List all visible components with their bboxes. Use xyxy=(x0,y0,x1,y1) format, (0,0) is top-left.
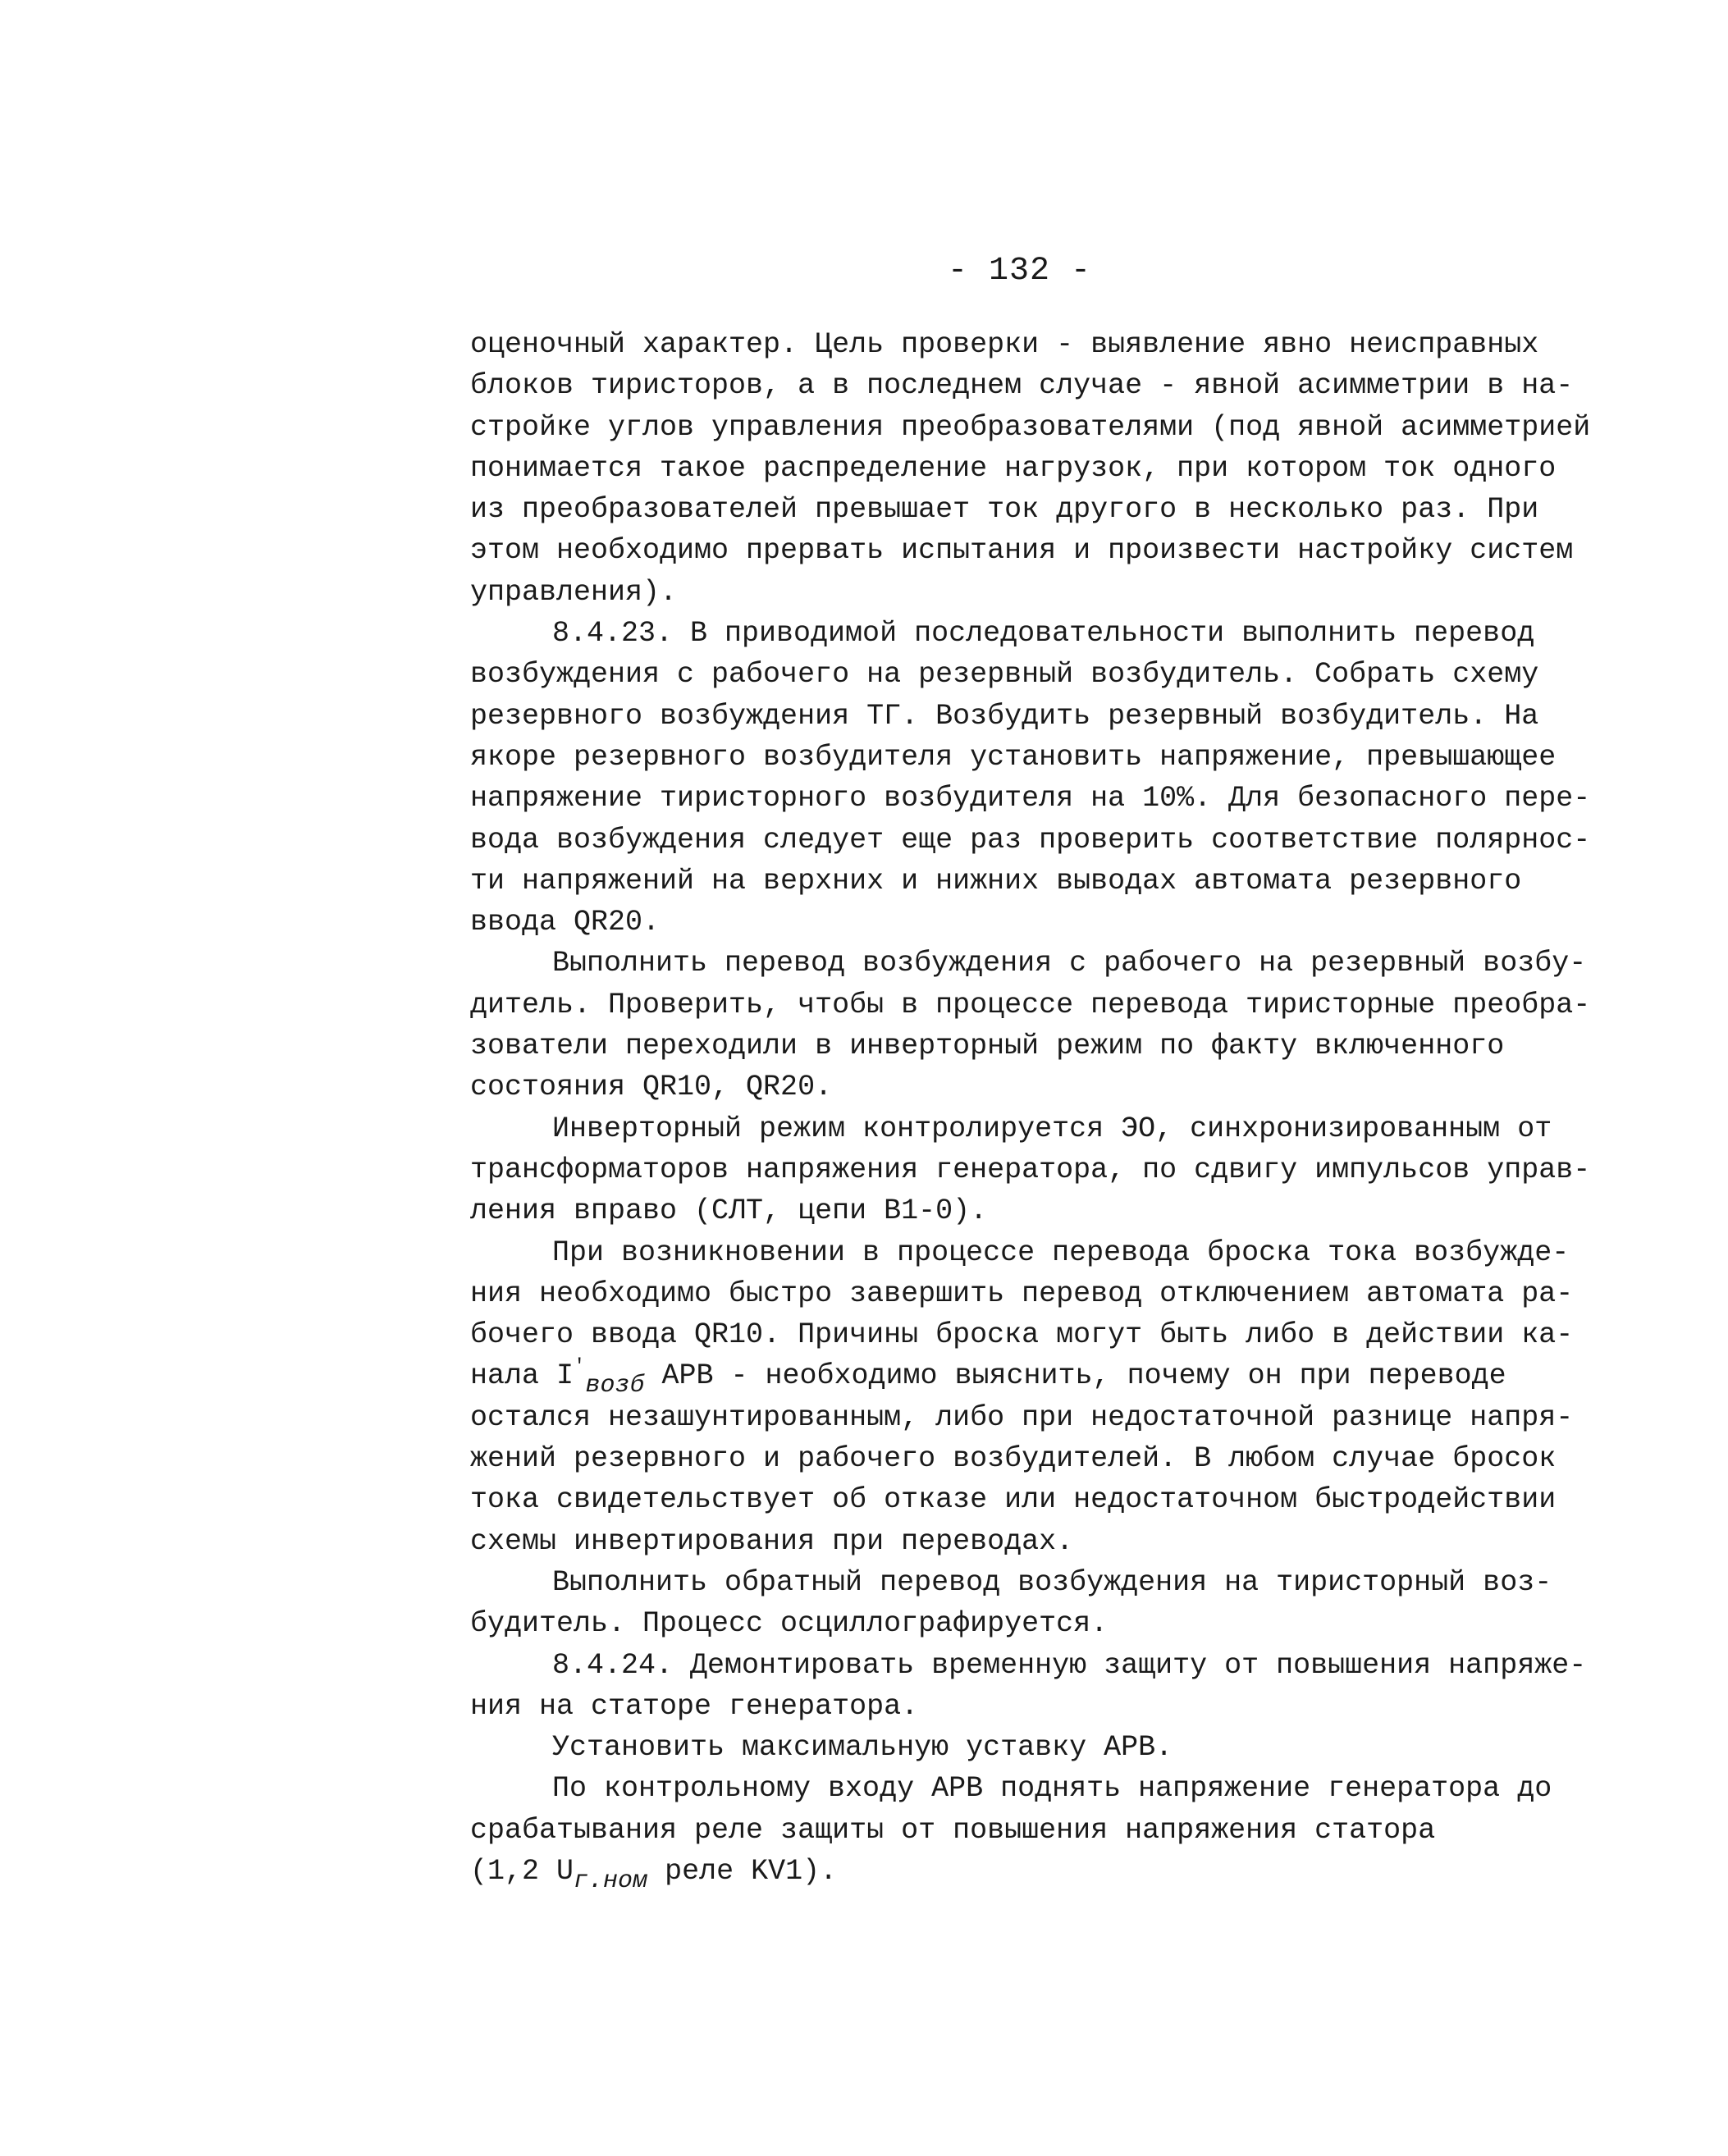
paragraph-start: Выполнить перевод возбуждения с рабочего на резервный возбу- xyxy=(552,947,1587,980)
text-line: ления вправо (СЛТ, цепи В1-0). xyxy=(470,1194,988,1228)
text-line: ния на статоре генератора. xyxy=(470,1689,919,1723)
text-line: остался незашунтированным, либо при недостаточной разнице напря- xyxy=(470,1400,1574,1434)
text-line: бочего ввода QR10. Причины броска могут быть либо в действии ка- xyxy=(470,1318,1574,1352)
text-line: блоков тиристоров, а в последнем случае - явной асимметрии в на- xyxy=(470,369,1574,403)
text-line: из преобразователей превышает ток другого в несколько раз. При xyxy=(470,493,1539,527)
paragraph-start: При возникновении в процессе перевода броска тока возбужде- xyxy=(552,1236,1570,1269)
text-line: трансформаторов напряжения генератора, по сдвигу импульсов управ- xyxy=(470,1153,1591,1186)
text-line: жений резервного и рабочего возбудителей. В любом случае бросок xyxy=(470,1442,1557,1476)
text-line: этом необходимо прервать испытания и произвести настройку систем xyxy=(470,534,1574,568)
formula-prime: ′ xyxy=(574,1356,586,1379)
paragraph-start: Установить максимальную уставку АРВ. xyxy=(552,1731,1173,1765)
paragraph-start: Выполнить обратный перевод возбуждения на тиристорный воз- xyxy=(552,1565,1552,1599)
text-line: управления). xyxy=(470,575,678,609)
paragraph-start-8-4-24: 8.4.24. Демонтировать временную защиту от повышения напряже- xyxy=(552,1648,1587,1682)
line-suffix: реле KV1). xyxy=(647,1854,838,1888)
text-line: напряжение тиристорного возбудителя на 10%. Для безопасного пере- xyxy=(470,782,1591,815)
line-prefix: нала xyxy=(470,1359,557,1393)
paragraph-start-8-4-23: 8.4.23. В приводимой последовательности выполнить перевод xyxy=(552,617,1535,651)
formula-subscript: г.ном xyxy=(574,1866,648,1895)
text-line: состояния QR10, QR20. xyxy=(470,1071,833,1104)
text-line: стройке углов управления преобразователями (под явной асимметрией xyxy=(470,410,1591,444)
text-line: тока свидетельствует об отказе или недостаточном быстродействии xyxy=(470,1483,1557,1517)
text-line: ти напряжений на верхних и нижних выводах автомата резервного xyxy=(470,864,1522,898)
text-line: резервного возбуждения ТГ. Возбудить резервный возбудитель. На xyxy=(470,699,1539,733)
paragraph-start: Инверторный режим контролируется ЭО, синхронизированным от xyxy=(552,1112,1552,1145)
body-text xyxy=(470,324,1591,1895)
text-line: зователи переходили в инверторный режим по факту включенного xyxy=(470,1030,1505,1063)
formula-voltage-symbol: U xyxy=(556,1854,574,1888)
text-line: ния необходимо быстро завершить перевод отключением автомата ра- xyxy=(470,1277,1574,1310)
line-prefix: (1,2 xyxy=(470,1854,557,1888)
text-line-with-formula xyxy=(470,1851,1570,1895)
text-line: ввода QR20. xyxy=(470,906,661,939)
text-line: возбуждения с рабочего на резервный возбудитель. Собрать схему xyxy=(470,658,1539,692)
text-line-with-formula xyxy=(470,1355,1570,1400)
text-line: будитель. Процесс осциллографируется. xyxy=(470,1607,1109,1641)
text-line: срабатывания реле защиты от повышения напряжения статора xyxy=(470,1813,1436,1847)
text-line: дитель. Проверить, чтобы в процессе перевода тиристорные преобра- xyxy=(470,988,1591,1021)
formula-current-symbol: I xyxy=(556,1359,574,1393)
formula-subscript: возб xyxy=(585,1372,645,1400)
page-number: - 132 - xyxy=(948,253,1092,290)
line-suffix: АРВ - необходимо выяснить, почему он при переводе xyxy=(644,1359,1506,1393)
text-line: вода возбуждения следует еще раз проверить соответствие полярнос- xyxy=(470,823,1591,856)
paragraph-start: По контрольному входу АРВ поднять напряжение генератора до xyxy=(552,1772,1552,1806)
text-line: понимается такое распределение нагрузок, при котором ток одного xyxy=(470,451,1557,485)
text-line: якоре резервного возбудителя установить напряжение, превышающее xyxy=(470,740,1557,774)
text-line: оценочный характер. Цель проверки - выявление явно неисправных xyxy=(470,328,1539,361)
text-line: схемы инвертирования при переводах. xyxy=(470,1524,1074,1558)
